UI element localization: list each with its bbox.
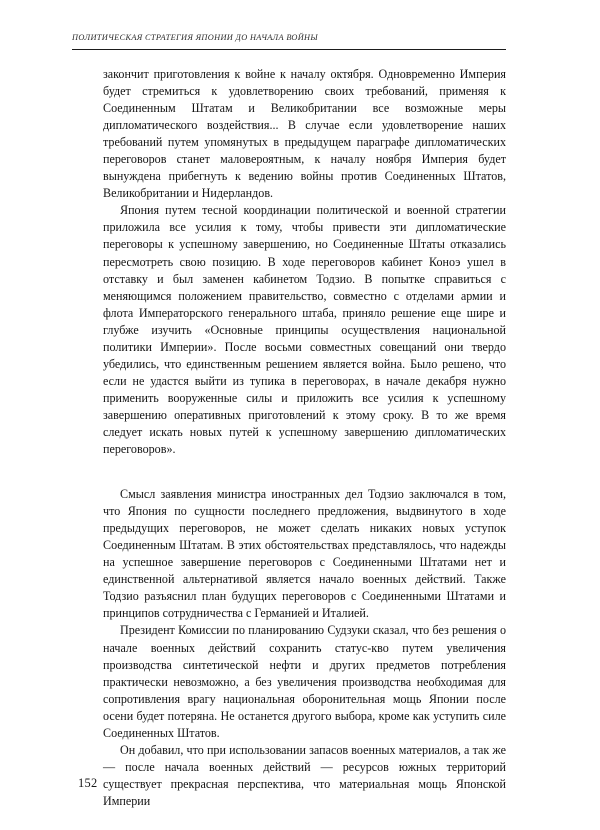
text-column [103,66,506,810]
header-rule [72,49,506,50]
paragraph: Япония путем тесной координации политической и военной стратегии приложила все усилия к тому, чтобы привести эти дипломатические переговоры к успешному завершению, но Соединенные Штаты отказались пересмотреть свою позицию. В ходе переговоров кабинет Коноэ ушел в отставку и был заменен кабинетом Тодзио. В попытке справиться с меняющимся положением правительство, совместно с отделами армии и флота Императорского генерального штаба, приняло решение еще шире и глубже изучить «Основные принципы осуществления национальной политики Империи». После восьми совместных совещаний они твердо убедились, что единственным решением является война. Было решено, что если не удастся выйти из тупика в переговорах, в начале декабря нужно применить вооруженные силы и приложить все усилия к успешному завершению оперативных приготовлений к этому сроку. В то же время следует искать новых путей к успешному завершению дипломатических переговоров». [103,203,506,457]
block-separator [103,458,506,486]
paragraph: закончит приготовления к войне к началу октября. Одновременно Империя будет стремиться к удовлетворению своих требований, применяя к Соединенным Штатам и Великобритании все возможные меры дипломатического воздействия... В случае если удовлетворение наших требований путем упомянутых в предыдущем параграфе дипломатических переговоров станет маловероятным, к началу ноября Империя будет вынуждена прибегнуть к ведению войны против Соединенных Штатов, Великобритании и Нидерландов. [103,67,506,201]
main-passage [103,486,506,810]
running-header [72,33,506,42]
paragraph: Он добавил, что при использовании запасов военных материалов, а так же — после начала военных действий — ресурсов южных территорий существует прекрасная перспектива, что материальная мощь Японской Империи [103,742,506,808]
running-header-text: ПОЛИТИЧЕСКАЯ СТРАТЕГИЯ ЯПОНИИ ДО НАЧАЛА ВОЙНЫ [72,33,318,42]
paragraph: Смысл заявления министра иностранных дел Тодзио заключался в том, что Япония по сущности последнего предложения, выдвинутого в ходе предыдущих переговоров, не может сделать никаких новых уступок Соединенным Штатам. В этих обстоятельствах представлялось, что надежды на успешное завершение переговоров с Соединенными Штатами нет и единственной альтернативой является начало военных действий. Также Тодзио разъяснил план будущих переговоров с Соединенными Штатами и принципов сотрудничества с Германией и Италией. [103,487,506,621]
page-number: 152 [78,776,98,790]
paragraph: Президент Комиссии по планированию Судзуки сказал, что без решения о начале военных действий сохранить статус-кво путем увеличения производства синтетической нефти и других предметов потребления практически невозможно, а без увеличения производства необходимая для сопротивления врагу национальная оборонительная мощь Японии после осени будет потеряна. Не останется другого выбора, кроме как уступить силе Соединенных Штатов. [103,623,506,740]
quoted-passage [103,66,506,458]
